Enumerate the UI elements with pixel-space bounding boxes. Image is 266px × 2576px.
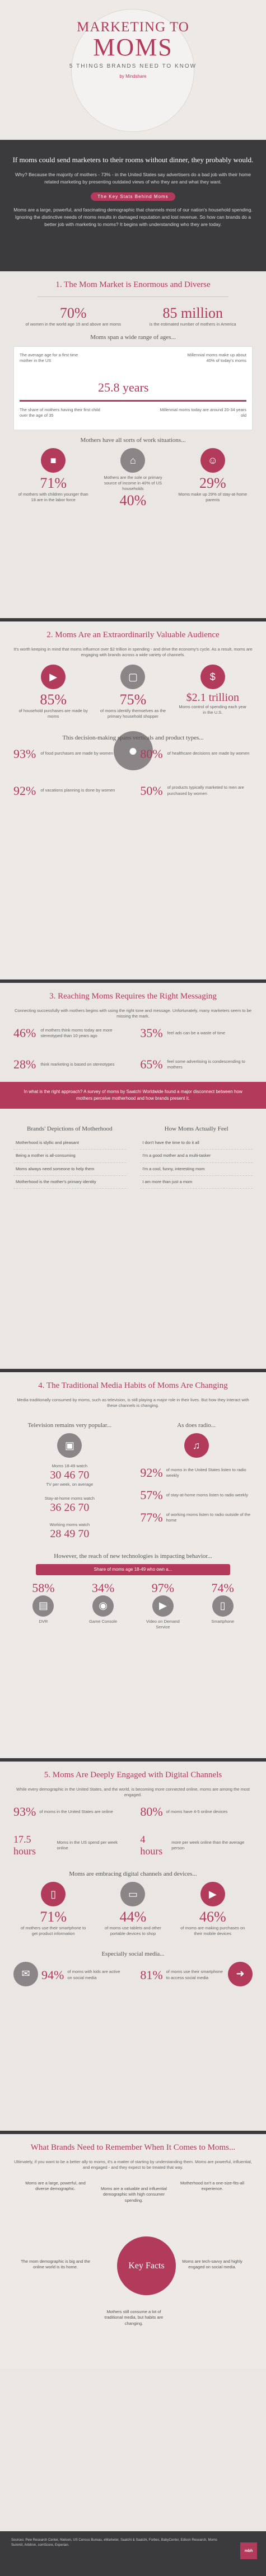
intro-block: [0, 140, 266, 271]
dollar-icon: $: [200, 665, 225, 689]
stat-value: 17.5 hours: [13, 1834, 36, 1857]
stat-label: Moms make up 29% of stay-at-home parents: [178, 492, 248, 503]
stat-value: 85%: [40, 691, 67, 708]
stat-label: of mothers with children younger than 18 are in the labor force: [18, 492, 88, 503]
hero-byline: by Mindshare: [119, 74, 147, 79]
key-facts-center: Key Facts: [117, 2236, 176, 2295]
tech-subheading: Share of moms age 18-49 who own a...: [36, 1564, 230, 1575]
list-item: Being a mother is all-consuming: [13, 1150, 126, 1162]
dvr-icon: ▤: [32, 1595, 54, 1617]
section-2: [0, 621, 266, 979]
stat-label: Game Console: [89, 1618, 118, 1624]
stat-label: of vacations planning is done by women: [40, 788, 115, 793]
stat-value: 58%: [32, 1580, 55, 1595]
list-item: Motherhood is the mother's primary identity: [13, 1176, 126, 1189]
devices-heading: Moms are embracing digital channels and devices...: [69, 1871, 197, 1878]
stat-label: of healthcare decisions are made by women: [167, 751, 250, 756]
stat-value: 93%: [13, 1805, 36, 1819]
verticals-heading: This decision-making spans verticals and product types...: [62, 734, 204, 741]
stat-label: of moms use their smartphone to access social media: [166, 1969, 223, 1980]
tv-group-label: Moms 18-49 watch: [52, 1463, 88, 1469]
stat-more-hours: [140, 1834, 253, 1857]
list-item: I'm a good mother and a multi-tasker: [140, 1150, 253, 1162]
footer: [0, 2531, 266, 2576]
stat-value: 34%: [91, 1580, 115, 1595]
stat-value: 74%: [211, 1580, 234, 1595]
stat-vacation: [13, 784, 126, 798]
shopping-bags-icon: ●: [114, 731, 153, 770]
stat-label: feel some advertising is condescending to mothers: [167, 1059, 245, 1070]
brand-logo: mbh: [240, 2542, 257, 2559]
radio-icon: ♫: [184, 1433, 209, 1458]
stat-tablets: [97, 1882, 169, 1937]
stat-value: 40%: [119, 492, 147, 508]
stat-devices: [140, 1805, 253, 1819]
intro-paragraph-2: Moms are a large, powerful, and fascinating demographic that channels most of our nation's household spending. Ignoring the distinctive needs of moms results in damaged reputation and lost revenue. So how can brands do a better job with marketing to moms? It begins with understanding who they are today.: [13, 206, 253, 228]
section-5-intro: While every demographic in the United States, and the world, is becoming more connected online, moms are among the most engaged.: [16, 1787, 250, 1798]
tech-vod: [139, 1581, 186, 1630]
stat-mobile-purchases: [177, 1882, 249, 1937]
key-fact: Mothers still consume a lot of traditional media, but habits are changing.: [104, 2309, 164, 2326]
tv-column: [13, 1415, 126, 1541]
smartphone-icon: ▯: [41, 1882, 66, 1906]
list-item: Moms always need someone to help them: [13, 1163, 126, 1176]
stat-label: of women in the world age 15 and above are moms: [25, 322, 121, 327]
smartphone-icon: ▯: [212, 1595, 234, 1617]
ages-heading: Moms span a wide range of ages...: [90, 334, 176, 341]
timeline-right-label: Millennial moms make up about 40% of today's moms: [187, 352, 246, 364]
section-3-intro: Connecting successfully with mothers begins with using the right tone and message. Unfortunately, many marketers seem to be missing the mark.: [15, 1008, 251, 1019]
tv-group-label: Stay-at-home moms watch: [44, 1495, 95, 1501]
stat-value: 92%: [140, 1466, 163, 1480]
stat-value: 70%: [59, 305, 87, 321]
timeline-bottom-left: The share of mothers having their first child over the age of 35: [20, 407, 100, 418]
stat-label: feel ads can be a waste of time: [167, 1030, 226, 1036]
stat-food: [13, 747, 126, 761]
bag-icon: ▢: [120, 665, 145, 689]
radio-column: [140, 1415, 253, 1541]
stat-value: 75%: [119, 691, 147, 708]
list-item: I don't have the time to do it all: [140, 1137, 253, 1150]
stat-label: of mothers use their smartphone to get product information: [21, 1925, 86, 1937]
stat-value: 50%: [140, 783, 163, 798]
stat-label: of moms with kids are active on social media: [67, 1969, 120, 1980]
stat-label: Moms control of spending each year in the U.S.: [179, 704, 247, 715]
survey-band: In what is the right approach? A survey of moms by Saatchi Worldwide found a major disconnect between how mothers perceive motherhood and how brands present it.: [0, 1082, 266, 1109]
list-item: I'm a cool, funny, interesting mom: [140, 1163, 253, 1176]
stat-spending: [177, 665, 249, 719]
tv-hours: 28 49 70: [50, 1527, 90, 1540]
tech-console: [79, 1581, 127, 1630]
stat-value: 81%: [140, 1967, 163, 1982]
stat-label: Moms in the US spend per week online: [57, 1840, 118, 1851]
key-fact: Moms are tech-savvy and highly engaged on social media.: [182, 2259, 242, 2270]
stat-value: 77%: [140, 1510, 163, 1525]
section-4-title: 4. The Traditional Media Habits of Moms Are Changing: [38, 1381, 228, 1390]
stat-value: 35%: [140, 1026, 163, 1040]
timeline-bar: [20, 400, 246, 402]
tech-dvr: [20, 1581, 67, 1630]
stat-social-smartphone: [140, 1962, 253, 1989]
stat-labor-force: [17, 448, 89, 508]
section-4-intro: Media traditionally consumed by moms, such as television, is still playing a major role in their lives. But how they interact with these channels is changing.: [17, 1397, 249, 1409]
timeline-left-label: The average age for a first time mother in the US: [20, 352, 78, 364]
stat-label: of household purchases are made by moms: [18, 708, 88, 719]
key-fact: The mom demographic is big and the online world is its home.: [21, 2259, 90, 2270]
divider: [38, 296, 229, 297]
stat-value: 80%: [140, 746, 163, 761]
key-facts-diagram: [13, 2175, 253, 2343]
cart-icon: ▶: [41, 665, 66, 689]
stat-primary-shopper: [97, 665, 169, 719]
house-icon: ⌂: [120, 448, 145, 473]
stat-label: of moms in the United States are online: [39, 1809, 113, 1815]
share-icon: ➜: [228, 1962, 253, 1986]
stat-label: Mothers are the sole or primary source of income in 40% of US households: [104, 475, 162, 492]
stat-label: of moms in the United States listen to radio weekly: [166, 1467, 246, 1478]
key-fact: Moms are a large, powerful, and diverse demographic.: [25, 2181, 86, 2192]
moms-feel-column: [140, 1119, 253, 1189]
hero: [0, 0, 266, 140]
stat-label: of working moms listen to radio outside of the home: [166, 1512, 251, 1523]
stat-value: 71%: [40, 1909, 67, 1925]
stat-healthcare: [140, 747, 253, 761]
key-facts-intro: Ultimately, if you want to be a better ally to moms, it's a matter of starting by understanding them. Moms are powerful, influential, and engaged - and they expect to be treated that way.: [14, 2159, 252, 2170]
tech-smartphone: [199, 1581, 246, 1630]
stat-breadwinner: [97, 448, 169, 508]
stat-social-active: [13, 1962, 126, 1989]
stat-label: of food purchases are made by women: [40, 751, 113, 756]
tech-heading: However, the reach of new technologies is impacting behavior...: [54, 1552, 212, 1560]
stat-value: 94%: [41, 1967, 64, 1982]
key-facts-section: [0, 2134, 266, 2369]
section-4: [0, 1372, 266, 1758]
hero-title-line2: MOMS: [93, 34, 173, 61]
section-1: [0, 271, 266, 618]
stat-value: 29%: [199, 475, 226, 492]
stat-value: 46%: [199, 1909, 226, 1925]
stat-online: [13, 1805, 126, 1819]
tv-heading: Television remains very popular...: [27, 1422, 112, 1429]
stat-value: 92%: [13, 783, 36, 798]
stat-value: 93%: [13, 746, 36, 761]
tv-icon: ▣: [57, 1433, 82, 1458]
stat-men-products: [140, 784, 253, 798]
tv-hours: 36 26 70: [50, 1501, 90, 1514]
tablet-icon: ▭: [120, 1882, 145, 1906]
stat-label: of stay-at-home moms listen to radio weekly: [166, 1492, 248, 1498]
stat-label: Video on Demand Service: [146, 1618, 180, 1630]
stat-value: $2.1 trillion: [186, 691, 240, 704]
brands-depictions-column: [13, 1119, 126, 1189]
stat-stay-at-home: [177, 448, 249, 508]
tv-hours: 30 46 70: [50, 1469, 90, 1482]
stat-smartphone-info: [17, 1882, 89, 1937]
section-2-title: 2. Moms Are an Extraordinarily Valuable Audience: [46, 630, 220, 639]
section-5: [0, 1762, 266, 2131]
stat-waste-time: [140, 1026, 253, 1040]
section-5-title: 5. Moms Are Deeply Engaged with Digital Channels: [44, 1770, 222, 1779]
section-3-title: 3. Reaching Moms Requires the Right Messaging: [49, 992, 217, 1001]
stat-hours-online: [13, 1834, 126, 1857]
stat-radio-sahm: [140, 1488, 253, 1503]
stat-value: 46%: [13, 1026, 36, 1040]
stat-based-stereotypes: [13, 1057, 126, 1072]
intro-lead: If moms could send marketers to their rooms without dinner, they probably would.: [12, 156, 254, 164]
work-heading: Mothers have all sorts of work situations...: [80, 437, 186, 444]
list-item: I am more than just a mom: [140, 1176, 253, 1189]
column-heading: How Moms Actually Feel: [164, 1125, 228, 1133]
stat-value: 65%: [140, 1057, 163, 1072]
section-3: [0, 983, 266, 1369]
hero-subtitle: 5 THINGS BRANDS NEED TO KNOW: [69, 63, 197, 69]
section-1-title: 1. The Mom Market is Enormous and Diverse: [55, 280, 211, 289]
stat-value: 71%: [40, 475, 67, 492]
briefcase-icon: ■: [41, 448, 66, 473]
stat-label: DVR: [39, 1618, 48, 1624]
stat-value: 85 million: [162, 305, 223, 321]
stat-label: of mothers think moms today are more stereotyped than 10 years ago: [40, 1028, 113, 1039]
list-item: Motherhood is idyllic and pleasant: [13, 1137, 126, 1150]
stat-value: 4 hours: [140, 1834, 163, 1857]
key-fact: Moms are a valuable and influential demographic with high consumer spending.: [101, 2186, 167, 2203]
key-facts-title: What Brands Need to Remember When It Comes to Moms...: [30, 2143, 236, 2152]
footer-sources: Sources: Pew Research Center, Nielsen, US Census Bureau, eMarketer, Saatchi & Saatchi, Forbes, BabyCenter, Edison Research, Moms Summit, Arbitron, comScore, Experian.: [11, 2539, 217, 2547]
stat-label: Smartphone: [211, 1618, 235, 1624]
stat-stereotyped: [13, 1026, 126, 1040]
stat-label: of products typically marketed to men are purchased by women: [167, 785, 244, 796]
column-heading: Brands' Depictions of Motherhood: [27, 1125, 113, 1133]
intro-paragraph-1: Why? Because the majority of mothers - 73% - in the United States say advertisers do a bad job with their home related marketing by presenting outdated views of who they are and what they want.: [15, 171, 251, 185]
stat-radio-working: [140, 1510, 253, 1525]
radio-heading: As does radio...: [177, 1422, 216, 1429]
cart-icon: ▶: [200, 1882, 225, 1906]
stat-value: 57%: [140, 1488, 163, 1503]
tv-group-label: Working moms watch: [49, 1522, 90, 1527]
key-fact: Motherhood isn't a one-size-fits-all experience.: [180, 2181, 244, 2192]
stat-label: more per week online than the average person: [171, 1840, 245, 1851]
game-console-icon: ◉: [92, 1595, 114, 1617]
stat-women-moms: [21, 305, 126, 327]
hero-title-line1: MARKETING TO: [77, 20, 189, 35]
stat-radio-weekly: [140, 1466, 253, 1480]
video-icon: ▶: [152, 1595, 174, 1617]
section-2-intro: It's worth keeping in mind that moms influence over $2 trillion in spending - and drive the economy's cycle. As a result, moms are engaging with brands across a wide variety of channels.: [13, 647, 253, 658]
stat-value: 44%: [119, 1909, 147, 1925]
age-timeline-box: [13, 346, 253, 430]
stat-label: of moms have 4-5 online devices: [166, 1809, 228, 1815]
stat-label: is the estimated number of mothers in America: [149, 322, 236, 327]
stat-value: 28%: [13, 1057, 36, 1072]
speech-bubble-icon: ✉: [13, 1962, 38, 1986]
stat-moms-us: [140, 305, 245, 327]
stat-household-purchases: [17, 665, 89, 719]
stat-label: of moms use tablets and other portable devices to shop: [105, 1925, 161, 1937]
tv-unit: TV per week, on average: [46, 1482, 94, 1487]
intro-pill: The Key Stats Behind Moms: [91, 192, 175, 201]
stat-label: think marketing is based on stereotypes: [40, 1062, 115, 1067]
stat-label: of moms identify themselves as the primary household shopper: [100, 708, 166, 719]
stat-condescending: [140, 1057, 253, 1072]
stat-value: 97%: [151, 1580, 175, 1595]
social-heading: Especially social media...: [101, 1950, 165, 1957]
mother-icon: ☺: [200, 448, 225, 473]
timeline-bottom-right: Millennial moms today are around 20-34 years old: [160, 407, 246, 418]
stat-value: 80%: [140, 1805, 163, 1819]
stat-label: of moms are making purchases on their mobile devices: [180, 1925, 245, 1937]
timeline-value: 25.8 years: [98, 380, 149, 395]
